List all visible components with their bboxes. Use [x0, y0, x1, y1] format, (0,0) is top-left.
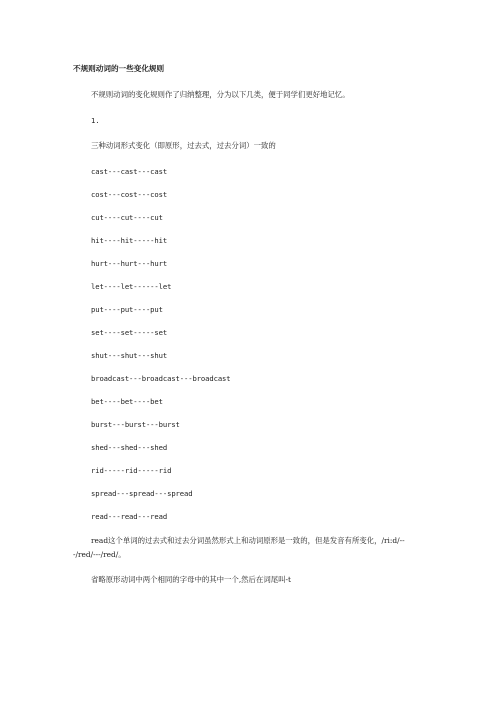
verb-line: hurt---hurt---hurt [91, 259, 168, 268]
page-title: 不规则动词的一些变化规则 [73, 64, 165, 73]
verb-line: burst---burst---burst [91, 420, 180, 429]
section-number: 1. [91, 116, 100, 125]
verb-line: bet----bet----bet [91, 397, 163, 406]
verb-line: shut---shut---shut [91, 351, 168, 360]
verb-line: put----put----put [91, 305, 163, 314]
read-note: read这个单词的过去式和过去分词虽然形式上和动词原形是一致的，但是发音有所变化，/ri:d/---/red/---/red/。 [73, 536, 405, 559]
verb-line: shed---shed---shed [91, 443, 168, 452]
verb-line: cost---cost---cost [91, 190, 168, 199]
verb-line: rid-----rid-----rid [91, 466, 172, 475]
verb-line: cut----cut----cut [91, 213, 163, 222]
section-heading: 三种动词形式变化（即原形，过去式，过去分词）一致的 [91, 141, 276, 150]
verb-line: read---read---read [91, 512, 168, 521]
verb-line: let----let------let [91, 282, 172, 291]
rule-line: 省略原形动词中两个相同的字母中的其中一个,然后在词尾叫-t [91, 575, 291, 584]
verb-line: set----set-----set [91, 328, 168, 337]
verb-line: broadcast---broadcast---broadcast [91, 374, 231, 383]
verb-line: hit----hit-----hit [91, 236, 168, 245]
verb-line: spread---spread---spread [91, 489, 193, 498]
verb-line: cast---cast---cast [91, 167, 168, 176]
intro-paragraph: 不规则动词的变化规则作了归纳整理，分为以下几类，便于同学们更好地记忆。 [91, 90, 350, 99]
